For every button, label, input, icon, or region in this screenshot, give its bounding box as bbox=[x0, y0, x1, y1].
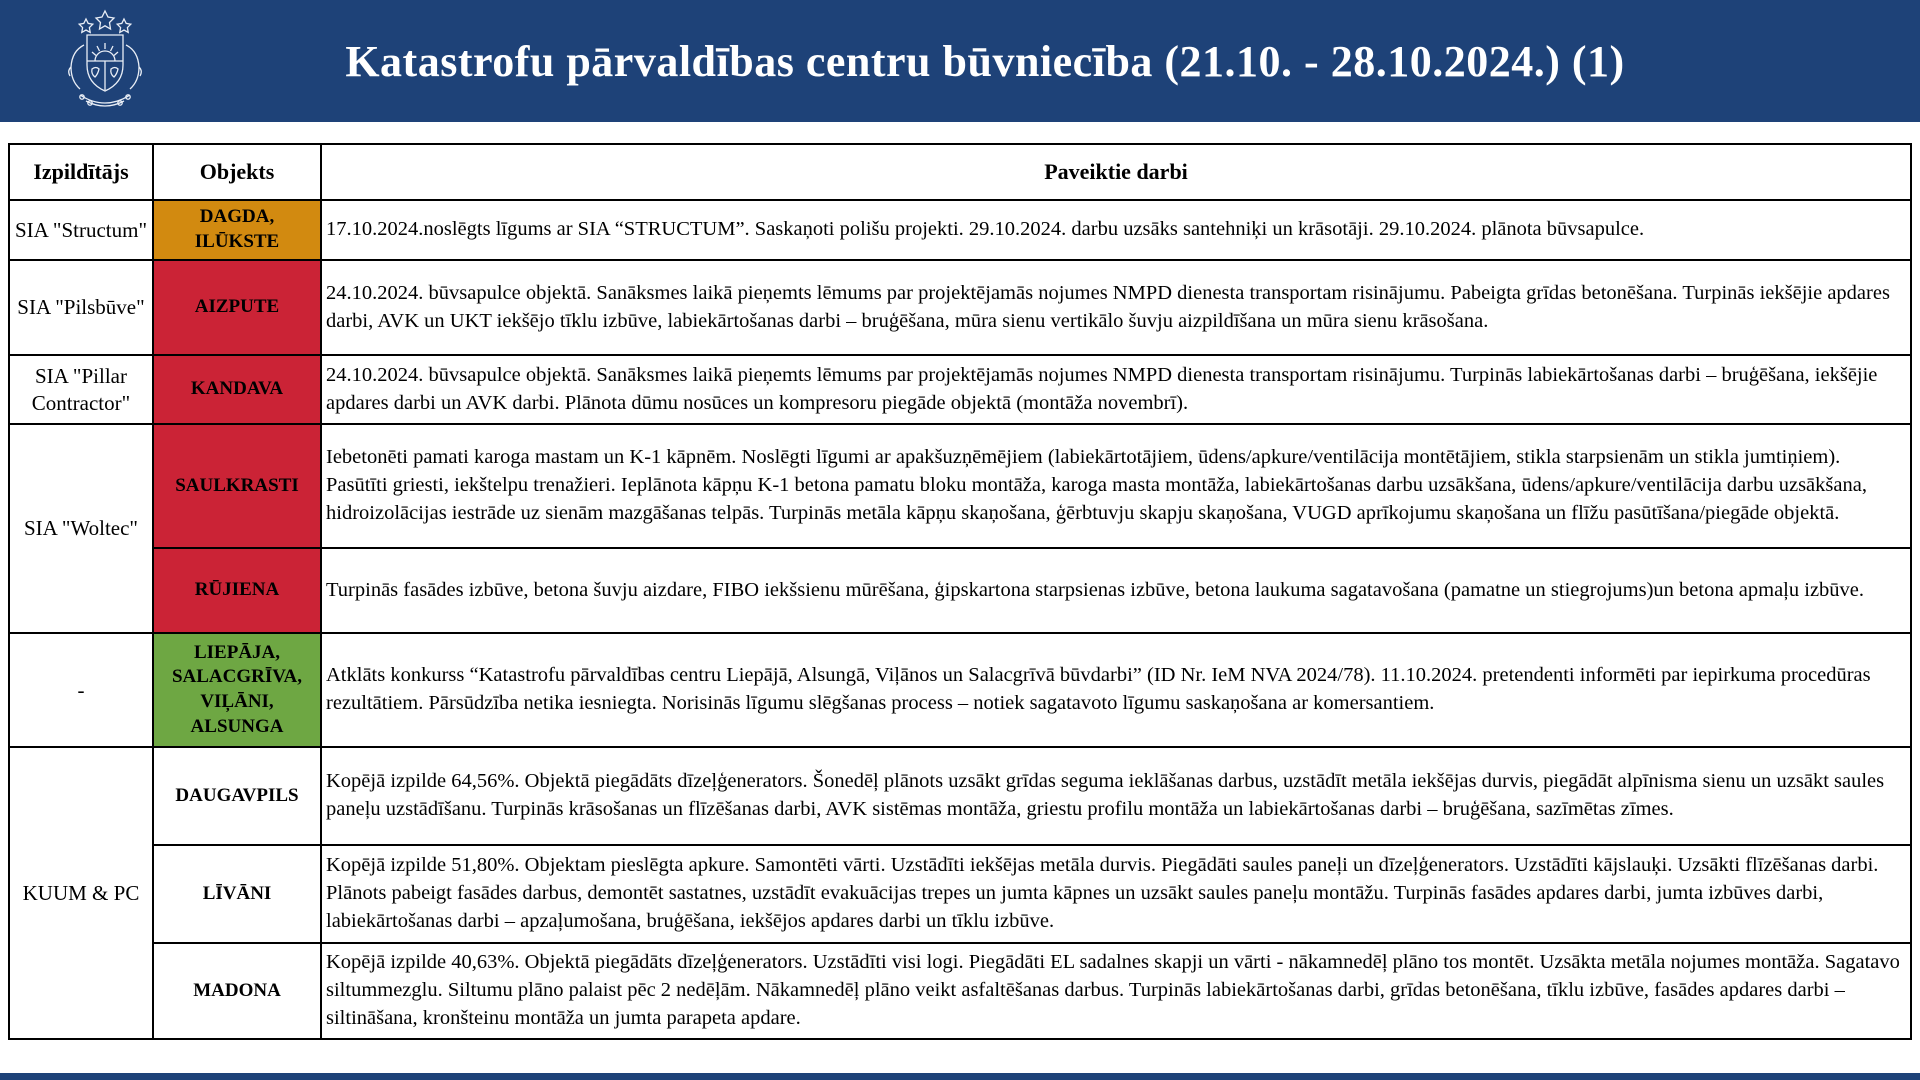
object-cell: KANDAVA bbox=[153, 355, 321, 424]
page-title: Katastrofu pārvaldības centru būvniecība (21.10. - 28.10.2024.) (1) bbox=[345, 36, 1625, 86]
contractor-cell: SIA "Woltec" bbox=[9, 424, 153, 633]
table-row bbox=[9, 943, 1911, 1039]
works-cell: Kopējā izpilde 40,63%. Objektā piegādāts dīzeļģenerators. Uzstādīti visi logi. Piegādāti EL sadalnes skapji un vārti - nākamnedēļ plāno tos montēt. Uzsākta metāla nojumes montāža. Sagatavo siltummezglu. Siltumu plāno palaist pēc 2 nedēļām. Nākamnedēļ plāno veikt asfaltēšanas darbus. Turpinās labiekārtošanas darbi, grīdas betonēšana, tīklu izbūve, fasādes apdares darbi – siltināšana, kronšteinu montāža un jumta parapeta apdare. bbox=[321, 943, 1911, 1039]
table-row bbox=[9, 260, 1911, 355]
progress-table bbox=[8, 143, 1912, 1040]
table-row bbox=[9, 200, 1911, 260]
object-cell: LĪVĀNI bbox=[153, 845, 321, 943]
object-cell: DAUGAVPILS bbox=[153, 747, 321, 845]
column-header-contractor: Izpildītājs bbox=[9, 144, 153, 200]
works-cell: Atklāts konkurss “Katastrofu pārvaldības centru Liepājā, Alsungā, Viļānos un Salacgrīvā būvdarbi” (ID Nr. IeM NVA 2024/78). 11.10.2024. pretendenti informēti par iepirkuma procedūras rezultātiem. Pārsūdzība netika iesniegta. Norisinās līgumu slēgšanas process – notiek sagatavoto līgumu saskaņošana ar komersantiem. bbox=[321, 633, 1911, 747]
table-row bbox=[9, 424, 1911, 548]
bottom-accent-bar bbox=[0, 1073, 1920, 1080]
table-row bbox=[9, 355, 1911, 424]
table-row bbox=[9, 747, 1911, 845]
object-cell: SAULKRASTI bbox=[153, 424, 321, 548]
object-cell: RŪJIENA bbox=[153, 548, 321, 633]
contractor-cell: SIA "Structum" bbox=[9, 200, 153, 260]
contractor-cell: SIA "Pillar Contractor" bbox=[9, 355, 153, 424]
object-cell: DAGDA, ILŪKSTE bbox=[153, 200, 321, 260]
works-cell: Turpinās fasādes izbūve, betona šuvju aizdare, FIBO iekšsienu mūrēšana, ģipskartona starpsienas izbūve, betona laukuma sagatavošana (pamatne un stiegrojums)un betona apmaļu izbūve. bbox=[321, 548, 1911, 633]
contractor-cell: SIA "Pilsbūve" bbox=[9, 260, 153, 355]
table-row bbox=[9, 548, 1911, 633]
title-banner bbox=[0, 0, 1920, 122]
object-cell: LIEPĀJA, SALACGRĪVA, VIĻĀNI, ALSUNGA bbox=[153, 633, 321, 747]
latvia-coat-of-arms-icon bbox=[0, 9, 180, 113]
contractor-cell: KUUM & PC bbox=[9, 747, 153, 1039]
works-cell: 24.10.2024. būvsapulce objektā. Sanāksmes laikā pieņemts lēmums par projektējamās nojumes NMPD dienesta transportam risinājumu. Pabeigta grīdas betonēšana. Turpinās iekšējie apdares darbi, AVK un UKT iekšējo tīklu izbūve, labiekārtošanas darbi – bruģēšana, mūra sienu vertikālo šuvju aizpildīšana un mūra sienu krāsošana. bbox=[321, 260, 1911, 355]
works-cell: Kopējā izpilde 64,56%. Objektā piegādāts dīzeļģenerators. Šonedēļ plānots uzsākt grīdas seguma ieklāšanas darbus, uzstādīt metāla iekšējas durvis, piegādāt alpīnisma sienu un uzsākt saules paneļu uzstādīšanu. Turpinās krāsošanas un flīzēšanas darbi, AVK sistēmas montāža, griestu profilu montāža un labiekārtošanas darbi – bruģēšana, sazīmētas zīmes. bbox=[321, 747, 1911, 845]
contractor-cell: - bbox=[9, 633, 153, 747]
table-row bbox=[9, 845, 1911, 943]
table-row bbox=[9, 633, 1911, 747]
works-cell: Kopējā izpilde 51,80%. Objektam pieslēgta apkure. Samontēti vārti. Uzstādīti iekšējas metāla durvis. Piegādāti saules paneļi un dīzeļģenerators. Uzstādīti kājslauķi. Uzsākti flīzēšanas darbi. Plānots pabeigt fasādes darbus, demontēt sastatnes, uzstādīt evakuācijas trepes un jumta kāpnes un uzsākt saules paneļu montāžu. Turpinās fasādes apdares darbi, jumta izbūves darbi, labiekārtošanas darbi – apzaļumošana, bruģēšana, iekšējos apdares darbi un tīklu izbūve. bbox=[321, 845, 1911, 943]
object-cell: AIZPUTE bbox=[153, 260, 321, 355]
works-cell: 17.10.2024.noslēgts līgums ar SIA “STRUCTUM”. Saskaņoti polišu projekti. 29.10.2024. darbu uzsāks santehniķi un krāsotāji. 29.10.2024. plānota būvsapulce. bbox=[321, 200, 1911, 260]
works-cell: 24.10.2024. būvsapulce objektā. Sanāksmes laikā pieņemts lēmums par projektējamās nojumes NMPD dienesta transportam risinājumu. Turpinās labiekārtošanas darbi – bruģēšana, iekšējie apdares darbi un AVK darbi. Plānota dūmu nosūces un kompresoru piegāde objektā (montāža novembrī). bbox=[321, 355, 1911, 424]
table-header-row bbox=[9, 144, 1911, 200]
object-cell: MADONA bbox=[153, 943, 321, 1039]
column-header-object: Objekts bbox=[153, 144, 321, 200]
column-header-works: Paveiktie darbi bbox=[321, 144, 1911, 200]
works-cell: Iebetonēti pamati karoga mastam un K-1 kāpnēm. Noslēgti līgumi ar apakšuzņēmējiem (labiekārtotājiem, ūdens/apkure/ventilācija montētājiem, stikla starpsienām un stikla jumtiņiem). Pasūtīti griesti, iekštelpu trenažieri. Ieplānota kāpņu K-1 betona pamatu bloku montāža, karoga masta montāža, labiekārtošanas darbu uzsākšana, ūdens/apkure/ventilācija darbu uzsākšana, hidroizolācijas iestrāde uz sienām mazgāšanas telpās. Turpinās metāla kāpņu skaņošana, ģērbtuvju skapju skaņošana, VUGD aprīkojumu skaņošana un flīžu pasūtīšana/piegāde objektā. bbox=[321, 424, 1911, 548]
